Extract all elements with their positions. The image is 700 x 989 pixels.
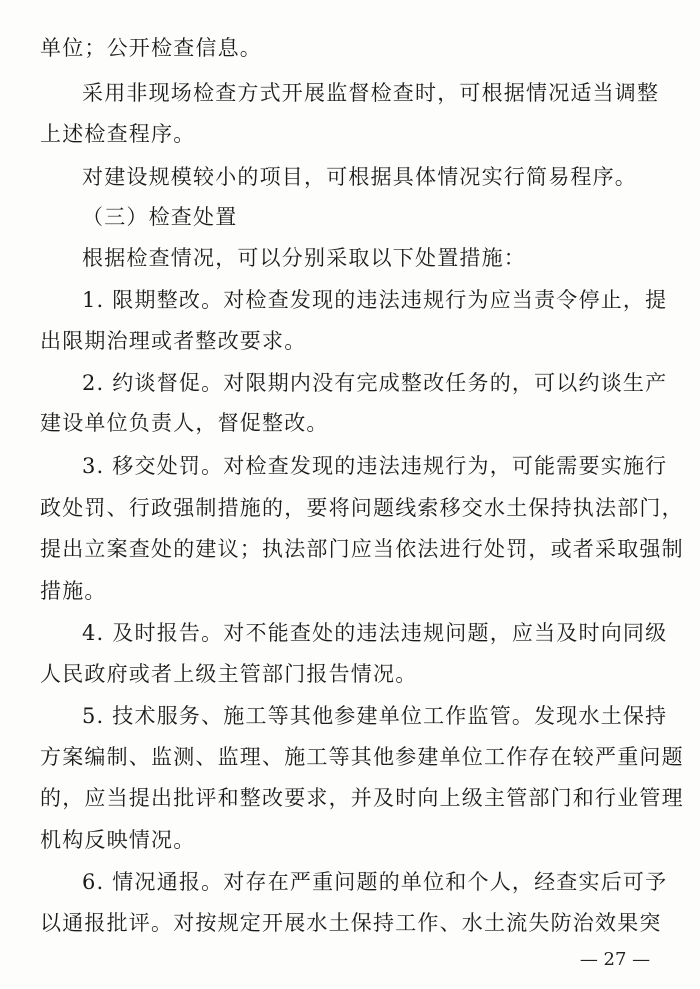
text-line: 对建设规模较小的项目，可根据具体情况实行简易程序。 <box>82 165 637 189</box>
text-line: 4. 及时报告。对不能查处的违法违规问题，应当及时向同级 <box>82 621 668 645</box>
text-line: 人民政府或者上级主管部门报告情况。 <box>40 662 418 686</box>
section-heading: （三）检查处置 <box>82 205 238 229</box>
text-line: 5. 技术服务、施工等其他参建单位工作监管。发现水土保持 <box>82 704 668 728</box>
text-line: 建设单位负责人，督促整改。 <box>40 411 329 435</box>
text-line: 根据检查情况，可以分别采取以下处置措施： <box>82 246 526 270</box>
text-line: 措施。 <box>40 579 107 603</box>
text-line: 单位；公开检查信息。 <box>40 36 262 60</box>
text-line: 方案编制、监测、监理、施工等其他参建单位工作存在较严重问题 <box>40 745 684 769</box>
text-line: 的，应当提出批评和整改要求，并及时向上级主管部门和行业管理 <box>40 786 684 810</box>
text-line: 6. 情况通报。对存在严重问题的单位和个人，经查实后可予 <box>82 870 668 894</box>
text-line: 机构反映情况。 <box>40 828 196 852</box>
text-line: 采用非现场检查方式开展监督检查时，可根据情况适当调整 <box>82 81 660 105</box>
text-line: 2. 约谈督促。对限期内没有完成整改任务的，可以约谈生产 <box>82 371 668 395</box>
text-line: 1. 限期整改。对检查发现的违法违规行为应当责令停止，提 <box>82 288 668 312</box>
text-line: 提出立案查处的建议；执法部门应当依法进行处罚，或者采取强制 <box>40 537 684 561</box>
text-line: 政处罚、行政强制措施的，要将问题线索移交水土保持执法部门， <box>40 496 684 520</box>
text-line: 3. 移交处罚。对检查发现的违法违规行为，可能需要实施行 <box>82 454 668 478</box>
text-line: 以通报批评。对按规定开展水土保持工作、水土流失防治效果突 <box>40 911 662 935</box>
text-line: 上述检查程序。 <box>40 122 196 146</box>
text-line: 出限期治理或者整改要求。 <box>40 329 307 353</box>
page-number: — 27 — <box>579 949 651 970</box>
